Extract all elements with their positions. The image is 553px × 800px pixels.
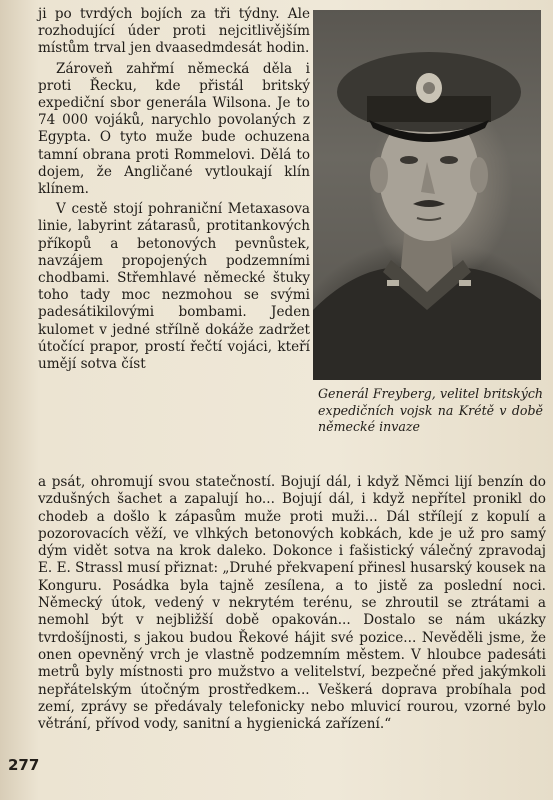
left-text-column [38,6,310,373]
paragraph-2: Zároveň zahřmí německá děla i proti Řecku, kde přistál britský expediční sbor generála Wilsona. Je to 74 000 vojáků, narychlo povolaných z Egypta. O tyto muže bude ochuzena tamní obrana proti Rommelovi. Dělá to dojem, že Angličané vytloukají klín klínem. [38,60,310,198]
full-width-text [38,474,546,733]
portrait-illustration [313,10,541,380]
paragraph-continued: a psát, ohromují svou statečností. Bojují dál, i když Němci lijí benzín do vzdušných šachet a zapalují ho... Bojují dál, i když nepřítel pronikl do chodeb a došlo k zápasům muže proti muži... Dál střílejí z kopulí a pozorovacích věží, ve vlhkých betonových kobkách, kde je už pro samý dým vidět sotva na krok daleko. Dokonce i fašistický válečný zpravodaj E. E. Strassl musí přiznat: „Druhé překvapení přinesl husarský kousek na Konguru. Posádka byla tajně zesílena, a to jistě za poslední noci. Německý útok, vedený v nekrytém terénu, se zhroutil se ztrátami a nemohl být v nejbližší době opakován... Dostalo se nám ukázky tvrdošíjnosti, s jakou budou Řekové hájit své pozice... Nevěděli jsme, že onen opevněný vrch je vlastně podzemním městem. V hloubce padesáti metrů byly místnosti pro mužstvo a velitelství, bezpečné před jakýmkoli nepřátelským útočným prostředkem... Veškerá doprava probíhala pod zemí, zprávy se předávaly telefonicky nebo mluvicí rourou, vzorné bylo větrání, přívod vody, sanitní a hygienická zařízení.“ [38,474,547,733]
paragraph-3: V cestě stojí pohraniční Metaxasova linie, labyrint zátarasů, protitankových příkopů a betonových pevnůstek, navzájem propojených podzemními chodbami. Střemhlavé německé štuky toho tady moc nezmohou se svými padesátikilovými bombami. Jeden kulomet v jedné střílně dokáže zadržet útočící prapor, prostí řečtí vojáci, kteří umějí sotva číst [38,201,310,373]
portrait-photo [313,10,541,380]
page-number: 277 [8,756,40,774]
paragraph-1: ji po tvrdých bojích za tři týdny. Ale rozhodující úder proti nejcitlivějším místům trval jen dvaasedmdesát hodin. [38,6,310,57]
photo-caption: Generál Freyberg, velitel britských expedičních vojsk na Krétě v době německé invaze [318,386,543,435]
